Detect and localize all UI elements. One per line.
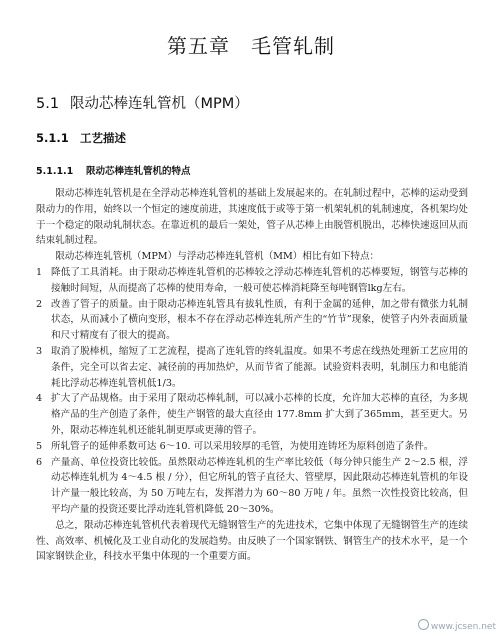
section-number: 5.1 [36,96,60,112]
list-item [36,265,468,297]
subsubsection-title: 限动芯棒连轧管机的特点 [86,166,191,177]
list-item-text: 取消了脱棒机，缩短了工艺流程，提高了连轧管的终轧温度。如果不考虑在线热处理新工艺应用的条件，完全可以省去定、减径前的再加热炉，从而节省了能源。试验资料表明，轧制压力和电能消耗比浮动芯棒连轧管机低1/3。 [51,345,468,389]
list-item [36,439,468,455]
comparison-paragraph: 限动芯棒连轧管机（MPM）与浮动芯棒连轧管机（MM）相比有如下特点： [55,251,380,263]
list-item [36,344,468,391]
watermark-text: www.jcsen.net [430,622,496,632]
watermark-logo-icon [418,619,429,630]
list-item-number: 1 [36,266,43,278]
section-title: 限动芯棒连轧管机（MPM） [70,96,249,112]
subsubsection-number: 5.1.1.1 [36,166,74,177]
subsubsection-heading [36,163,191,177]
feature-list [36,265,468,518]
section-heading [36,92,249,113]
list-item-number: 4 [36,393,43,405]
list-item-text: 所轧管子的延伸系数可达 6～10. 可以采用较厚的毛管，为使用连铸坯为原料创造了条件。 [51,440,434,452]
watermark [418,619,496,632]
list-item-number: 2 [36,298,43,310]
intro-paragraph: 限动芯棒连轧管机是在全浮动芯棒连轧管机的基础上发展起来的。在轧制过程中，芯棒的运动受到限动力的作用，始终以一个恒定的速度前进，其速度低于或等于第一机架轧机的轧制速度，各机架均处于一个稳定的限动轧制状态。在靠近机的最后一架处，管子从芯棒上由脱管机脱出，芯棒快速返回从而结束轧制过程。 [36,188,468,247]
list-item-number: 6 [36,456,43,468]
list-item [36,297,468,344]
chapter-title: 第五章 毛管轧制 [167,34,335,58]
list-item [36,391,468,438]
closing-paragraph: 总之，限动芯棒连轧管机代表着现代无缝钢管生产的先进技术，它集中体现了无缝钢管生产的连续性、高效率、机械化及工业自动化的发展趋势。由反映了一个国家钢铁、钢管生产的技术水平，是一个国家钢铁企业，科技水平集中体现的一个重要方面。 [36,519,468,563]
subsection-title: 工艺描述 [80,131,126,145]
list-item-text: 扩大了产品规格。由于采用了限动芯棒轧制，可以减小芯棒的长度，允许加大芯棒的直径，为多规格产品的生产创造了条件，使生产钢管的最大直径由 177.8mm 扩大到了365mm，甚至更大。另外，限动芯棒连轧机还能轧制更厚或更薄的管子。 [51,393,468,436]
list-item-text: 产量高、单位投资比较低。虽然限动芯棒连轧机的生产率比较低（每分钟只能生产 2～2.5 根，浮动芯棒连轧机为 4～4.5 根 / 分），但它所轧的管子直径大、管壁厚，因此限动芯棒连轧管机的年设计产量一般比较高，为 50 万吨左右，发挥潜力为 60～80 万吨 / 年。虽然一次性投资比较高，但平均产量的投资还要比浮动连轧管机降低 20～30%。 [51,456,468,515]
list-item-text: 改善了管子的质量。由于限动芯棒连轧管具有拔轧性质，有利于金属的延伸，加之带有微张力轧制状态，从而减小了横向变形，根本不存在浮动芯棒连轧所产生的“竹节”现象，使管子内外表面质量和尺寸精度有了很大的提高。 [51,298,468,342]
list-item-number: 5 [36,440,43,452]
subsection-number: 5.1.1 [36,131,69,145]
body-text [36,186,468,565]
list-item-number: 3 [36,345,43,357]
list-item [36,455,468,518]
list-item-text: 降低了工具消耗。由于限动芯棒连轧管机的芯棒较之浮动芯棒连轧管机的芯棒要短，钢管与芯棒的接触时间短，从而提高了芯棒的使用寿命，一般可使芯棒消耗降至每吨钢管lkg左右。 [51,266,468,294]
subsection-heading [36,130,126,146]
